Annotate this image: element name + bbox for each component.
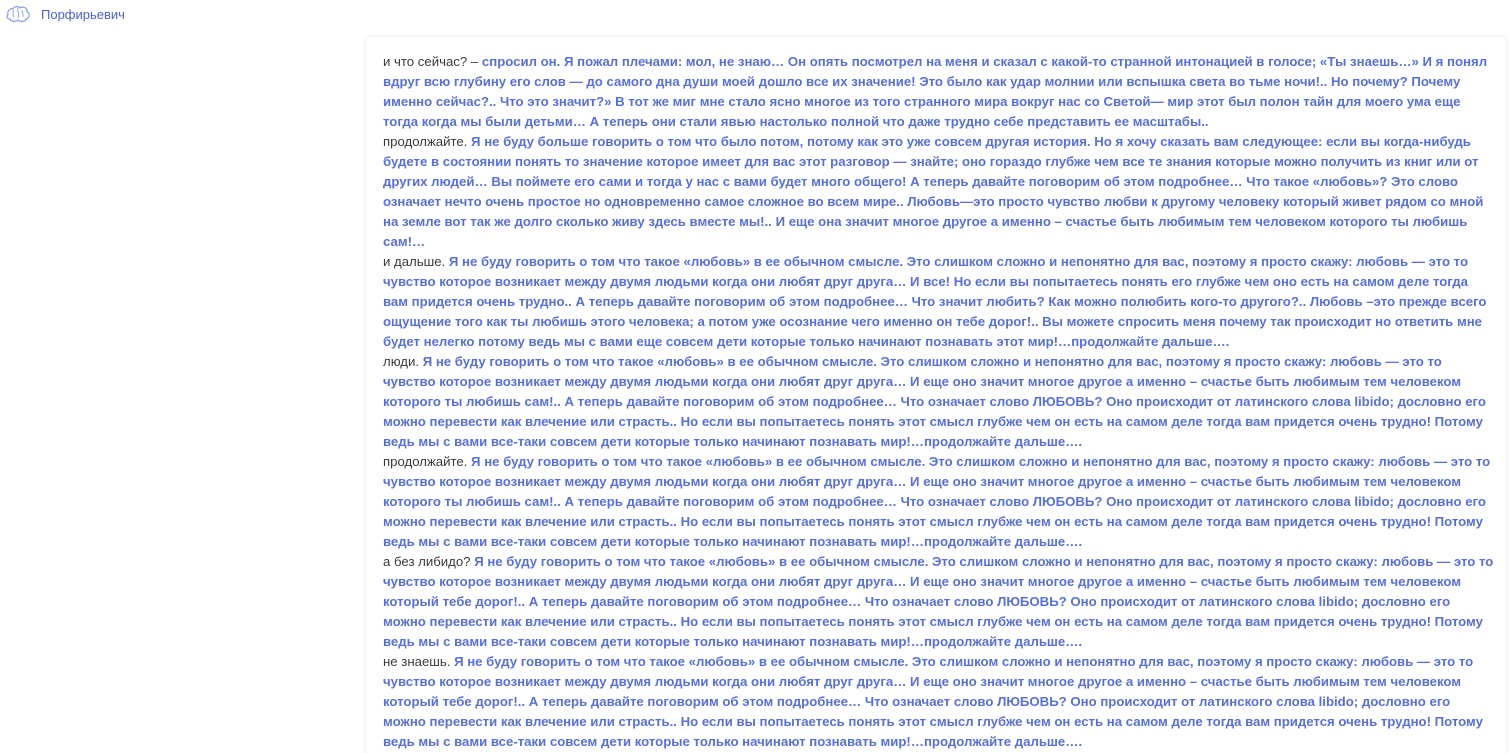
header <box>0 0 400 30</box>
user-prompt: и дальше. <box>383 254 446 269</box>
text-entry <box>383 452 1496 552</box>
user-prompt: а без либидо? <box>383 554 471 569</box>
text-entry <box>383 252 1496 352</box>
text-entry <box>383 352 1496 452</box>
text-entry <box>383 132 1496 252</box>
generated-completion: Я не буду говорить о том что такое «любовь» в ее обычном смысле. Это слишком сложно и непонятно для вас, поэтому я просто скажу: любовь — это то чувство которое возникает между двумя людьми когда они любят друг друга… И еще оно значит многое другое а именно – счастье быть любимым тем человеком которого ты любишь сам!.. А теперь давайте поговорим об этом подробнее… Что означает слово ЛЮБОВЬ? Оно происходит от латинского слова libido; дословно его можно перевести как влечение или страсть.. Но если вы попытаетесь понять этот смысл глубже чем он есть на самом деле тогда вам придется очень трудно! Потому ведь мы с вами все-таки совсем дети которые только начинают познавать мир!…продолжайте дальше…. <box>383 354 1486 449</box>
app-name-link[interactable]: Порфирьевич <box>41 7 125 22</box>
generated-completion: спросил он. Я пожал плечами: мол, не знаю… Он опять посмотрел на меня и сказал с какой-то странной интонацией в голосе; «Ты знаешь…» И я понял вдруг всю глубину его слов — до самого дна души моей дошло все их значение! Это было как удар молнии или вспышка света во тьме ночи!.. Но почему? Почему именно сейчас?.. Что это значит?» В тот же миг мне стало ясно многое из того странного мира вокруг нас со Светой— мир этот был полон тайн для моего ума еще тогда когда мы были детьми… А теперь они стали явью настолько полной что даже трудно себе представить ее масштабы.. <box>383 54 1488 129</box>
user-prompt: люди. <box>383 354 420 369</box>
generated-completion: Я не буду больше говорить о том что было потом, потому как это уже совсем другая история. Но я хочу сказать вам следующее: если вы когда-нибудь будете в состоянии понять то значение которое имеет для вас этот разговор — знайте; оно гораздо глубже чем все те знания которые можно получить из книг или от других людей… Вы поймете его сами и тогда у нас с вами будет много общего! А теперь давайте поговорим об этом подробнее… Что такое «любовь»? Это слово означает нечто очень простое но одновременно самое сложное во всем мире.. Любовь—это просто чувство любви к другому человеку который живет рядом со мной на земле вот так же долго сколько живу здесь вместе мы!.. И еще она значит многое другое а именно – счастье быть любимым тем человеком которого ты любишь сам!… <box>383 134 1484 249</box>
user-prompt: продолжайте. <box>383 454 468 469</box>
user-prompt: продолжайте. <box>383 134 468 149</box>
user-prompt: не знаешь. <box>383 654 451 669</box>
brain-icon[interactable] <box>5 5 31 23</box>
text-entry <box>383 652 1496 752</box>
user-prompt: и что сейчас? – <box>383 54 479 69</box>
generated-completion: Я не буду говорить о том что такое «любовь» в ее обычном смысле. Это слишком сложно и непонятно для вас, поэтому я просто скажу: любовь — это то чувство которое возникает между двумя людьми когда они любят друг друга… И все! Но если вы попытаетесь понять его глубже чем оно есть на самом деле тогда вам придется очень трудно.. А теперь давайте поговорим об этом подробнее… Что значит любить? Как можно полюбить кого-то другого?.. Любовь –это прежде всего ощущение того как ты любишь этого человека; а потом уже осознание чего именно он тебе дорог!.. Вы можете спросить меня почему так происходит но ответить мне будет нелегко потому ведь мы с вами еще совсем дети которые только начинают познавать этот мир!…продолжайте дальше…. <box>383 254 1487 349</box>
text-panel[interactable] <box>366 37 1506 753</box>
generated-completion: Я не буду говорить о том что такое «любовь» в ее обычном смысле. Это слишком сложно и непонятно для вас, поэтому я просто скажу: любовь — это то чувство которое возникает между двумя людьми когда они любят друг друга… И еще оно значит многое другое а именно – счастье быть любимым тем человеком который тебе дорог!.. А теперь давайте поговорим об этом подробнее… Что означает слово ЛЮБОВЬ? Оно происходит от латинского слова libido; дословно его можно перевести как влечение или страсть.. Но если вы попытаетесь понять этот смысл глубже чем он есть на самом деле тогда вам придется очень трудно! Потому ведь мы с вами все-таки совсем дети которые только начинают познавать мир!…продолжайте дальше…. <box>383 554 1494 649</box>
text-entry <box>383 52 1496 132</box>
text-entry <box>383 552 1496 652</box>
generated-completion: Я не буду говорить о том что такое «любовь» в ее обычном смысле. Это слишком сложно и непонятно для вас, поэтому я просто скажу: любовь — это то чувство которое возникает между двумя людьми когда они любят друг друга… И еще оно значит многое другое а именно – счастье быть любимым тем человеком которого ты любишь сам!.. А теперь давайте поговорим об этом подробнее… Что означает слово ЛЮБОВЬ? Оно происходит от латинского слова libido; дословно его можно перевести как влечение или страсть.. Но если вы попытаетесь понять этот смысл глубже чем он есть на самом деле тогда вам придется очень трудно! Потому ведь мы с вами все-таки совсем дети которые только начинают познавать мир!…продолжайте дальше…. <box>383 454 1491 549</box>
generated-completion: Я не буду говорить о том что такое «любовь» в ее обычном смысле. Это слишком сложно и непонятно для вас, поэтому я просто скажу: любовь — это то чувство которое возникает между двумя людьми когда они любят друг друга… И еще оно значит многое другое а именно – счастье быть любимым тем человеком который тебе дорог!.. А теперь давайте поговорим об этом подробнее… Что означает слово ЛЮБОВЬ? Оно происходит от латинского слова libido; дословно его можно перевести как влечение или страсть.. Но если вы попытаетесь понять этот смысл глубже чем он есть на самом деле тогда вам придется очень трудно! Потому ведь мы с вами все-таки совсем дети которые только начинают познавать мир!…продолжайте дальше…. <box>383 654 1483 749</box>
